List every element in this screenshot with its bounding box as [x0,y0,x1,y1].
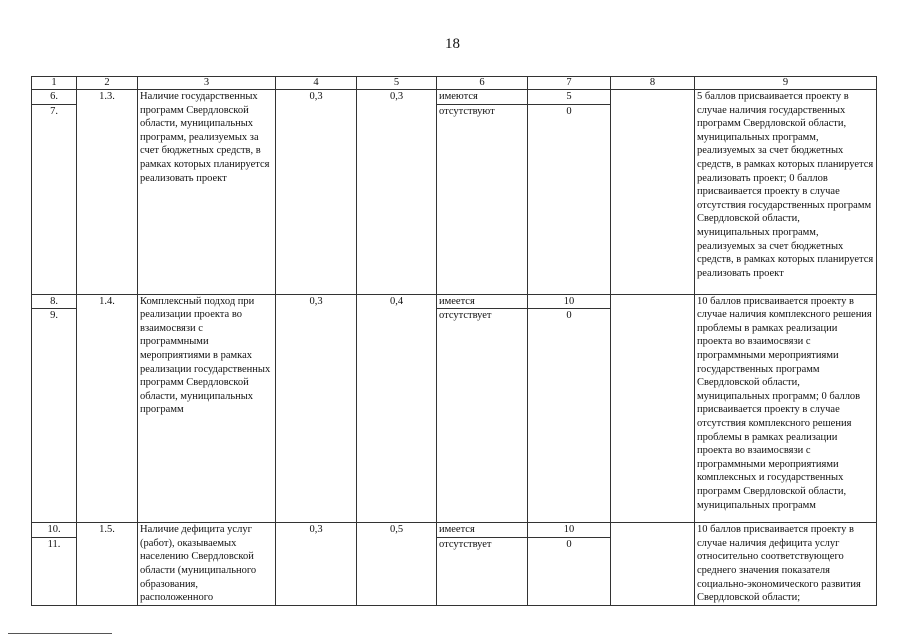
row-number: 8. [32,294,77,309]
row-number: 11. [32,538,77,606]
scoring-note: 10 баллов присваивается проекту в случае наличия комплексного решения проблемы в рамках реализации проекта во взаимосвязи с программными мероприятиями государственных программ Свердловской области, муниципальных программ; 0 баллов присваивается проекту в случае отсутствия комплексного решения проблемы в рамках реализации проекта во взаимосвязи с программными мероприятиями комплексных и государственных программ Свердловской области, муниципальных программ [695,294,877,523]
criterion-score: 10 [528,523,611,538]
criterion-code: 1.5. [77,523,138,606]
criterion-value: имеется [437,523,528,538]
criterion-coefficient: 0,3 [357,90,437,295]
table-row [32,90,877,105]
column-number-header: 8 [611,77,695,90]
column-number-header: 3 [138,77,276,90]
criterion-name: Наличие государственных программ Свердловской области, муниципальных программ, реализуемых за счет бюджетных средств, в рамках которых планируется реализовать проект [138,90,276,295]
page-number: 18 [445,36,460,52]
column-8-cell [611,523,695,606]
column-number-header: 1 [32,77,77,90]
row-number: 6. [32,90,77,105]
footnote-divider [8,633,112,634]
criterion-name: Комплексный подход при реализации проекта во взаимосвязи с программными мероприятиями в рамках реализации государственных программ Свердловской области, муниципальных программ [138,294,276,523]
criterion-score: 10 [528,294,611,309]
criterion-value: отсутствуют [437,104,528,294]
criterion-score: 5 [528,90,611,105]
criterion-value: отсутствует [437,309,528,523]
criterion-name: Наличие дефицита услуг (работ), оказываемых населению Свердловской области (муниципального образования, расположенного [138,523,276,606]
criterion-code: 1.4. [77,294,138,523]
criterion-coefficient: 0,5 [357,523,437,606]
criterion-score: 0 [528,309,611,523]
column-number-header: 7 [528,77,611,90]
criterion-weight: 0,3 [276,90,357,295]
column-number-header: 5 [357,77,437,90]
criterion-code: 1.3. [77,90,138,295]
column-8-cell [611,90,695,295]
row-number: 10. [32,523,77,538]
table-row [32,523,877,538]
criterion-value: имеется [437,294,528,309]
criteria-table [31,76,877,606]
scoring-note: 5 баллов присваивается проекту в случае наличия государственных программ Свердловской области, муниципальных программ, реализуемых за счет бюджетных средств, в рамках которых планируется реализовать проект; 0 баллов присваивается проекту в случае отсутствия государственных программ Свердловской области, муниципальных программ, реализуемых за счет бюджетных средств, в рамках которых планируется реализовать проект [695,90,877,295]
column-8-cell [611,294,695,523]
column-number-header: 2 [77,77,138,90]
column-number-header: 9 [695,77,877,90]
scoring-note: 10 баллов присваивается проекту в случае наличия дефицита услуг относительно соответствующего среднего значения показателя социально-экономического развития Свердловской области; [695,523,877,606]
criterion-score: 0 [528,104,611,294]
row-number: 7. [32,104,77,294]
criterion-value: имеются [437,90,528,105]
criterion-weight: 0,3 [276,523,357,606]
criterion-value: отсутствует [437,538,528,606]
table-header-row [32,77,877,90]
table-row [32,294,877,309]
column-number-header: 4 [276,77,357,90]
criterion-coefficient: 0,4 [357,294,437,523]
criterion-weight: 0,3 [276,294,357,523]
row-number: 9. [32,309,77,523]
column-number-header: 6 [437,77,528,90]
criterion-score: 0 [528,538,611,606]
